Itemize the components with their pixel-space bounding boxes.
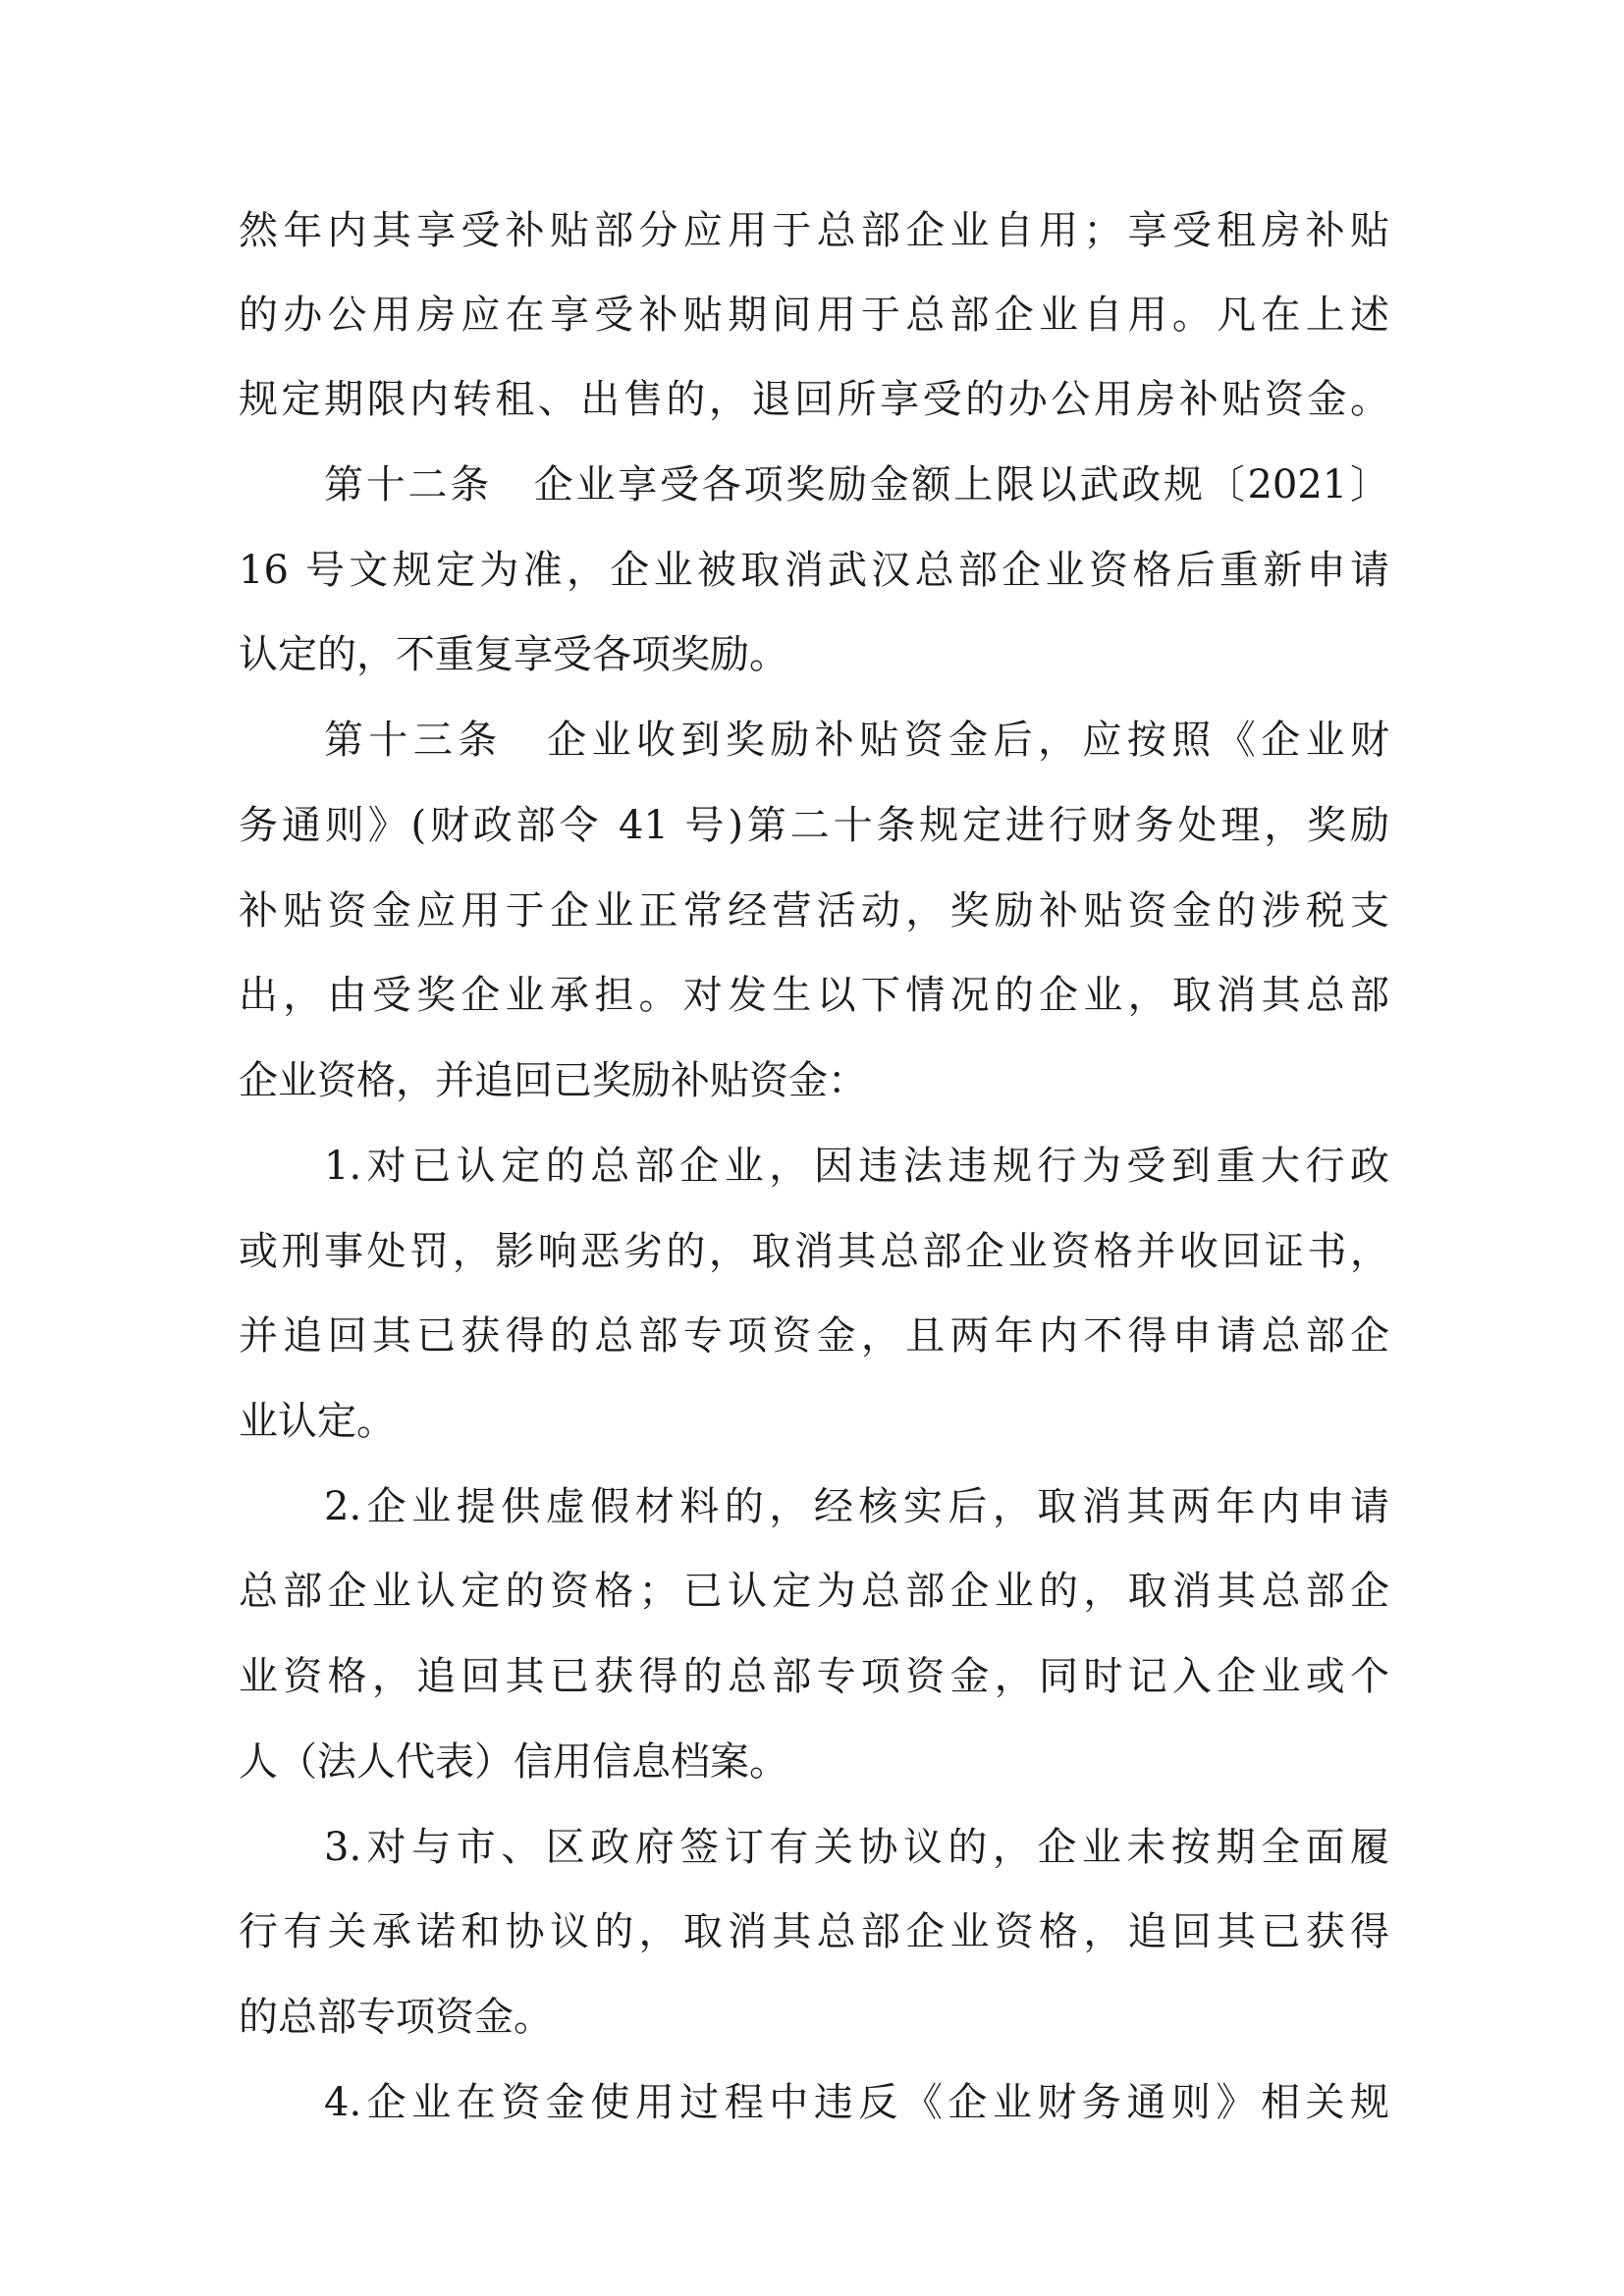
clause-1-line: 1.对已认定的总部企业，因违法违规行为受到重大行政	[324, 1144, 1389, 1189]
text-line: 行有关承诺和协议的，取消其总部企业资格，追回其已获得	[239, 1909, 1389, 1954]
text-line: 补贴资金应用于企业正常经营活动，奖励补贴资金的涉税支	[239, 888, 1389, 934]
text-line: 16 号文规定为准，企业被取消武汉总部企业资格后重新申请	[239, 548, 1389, 593]
clause-3-line: 3.对与市、区政府签订有关协议的，企业未按期全面履	[324, 1825, 1389, 1870]
text-line: 出，由受奖企业承担。对发生以下情况的企业，取消其总部	[239, 973, 1389, 1018]
text-line: 企业资格，并追回已奖励补贴资金：	[239, 1058, 867, 1103]
text-line: 务通则》(财政部令 41 号)第二十条规定进行财务处理，奖励	[239, 803, 1389, 848]
text-line: 总部企业认定的资格；已认定为总部企业的，取消其总部企	[239, 1569, 1389, 1614]
clause-4-line: 4.企业在资金使用过程中违反《企业财务通则》相关规	[324, 2080, 1389, 2125]
clause-2-line: 2.企业提供虚假材料的，经核实后，取消其两年内申请	[324, 1484, 1389, 1529]
text-line: 人（法人代表）信用信息档案。	[239, 1739, 788, 1785]
text-line: 或刑事处罚，影响恶劣的，取消其总部企业资格并收回证书，	[239, 1229, 1389, 1274]
text-line: 认定的，不重复享受各项奖励。	[239, 632, 788, 677]
text-line: 然年内其享受补贴部分应用于总部企业自用；享受租房补贴	[239, 208, 1389, 253]
text-line: 的办公用房应在享受补贴期间用于总部企业自用。凡在上述	[239, 293, 1389, 338]
text-line: 业资格，追回其已获得的总部专项资金，同时记入企业或个	[239, 1654, 1389, 1699]
text-line: 并追回其已获得的总部专项资金，且两年内不得申请总部企	[239, 1313, 1389, 1359]
article-12-heading-line: 第十二条 企业享受各项奖励金额上限以武政规〔2021〕	[324, 462, 1389, 507]
text-line: 业认定。	[239, 1399, 396, 1444]
article-13-heading-line: 第十三条 企业收到奖励补贴资金后，应按照《企业财	[324, 718, 1389, 763]
text-line: 的总部专项资金。	[239, 1995, 553, 2040]
text-line: 规定期限内转租、出售的，退回所享受的办公用房补贴资金。	[239, 377, 1389, 422]
